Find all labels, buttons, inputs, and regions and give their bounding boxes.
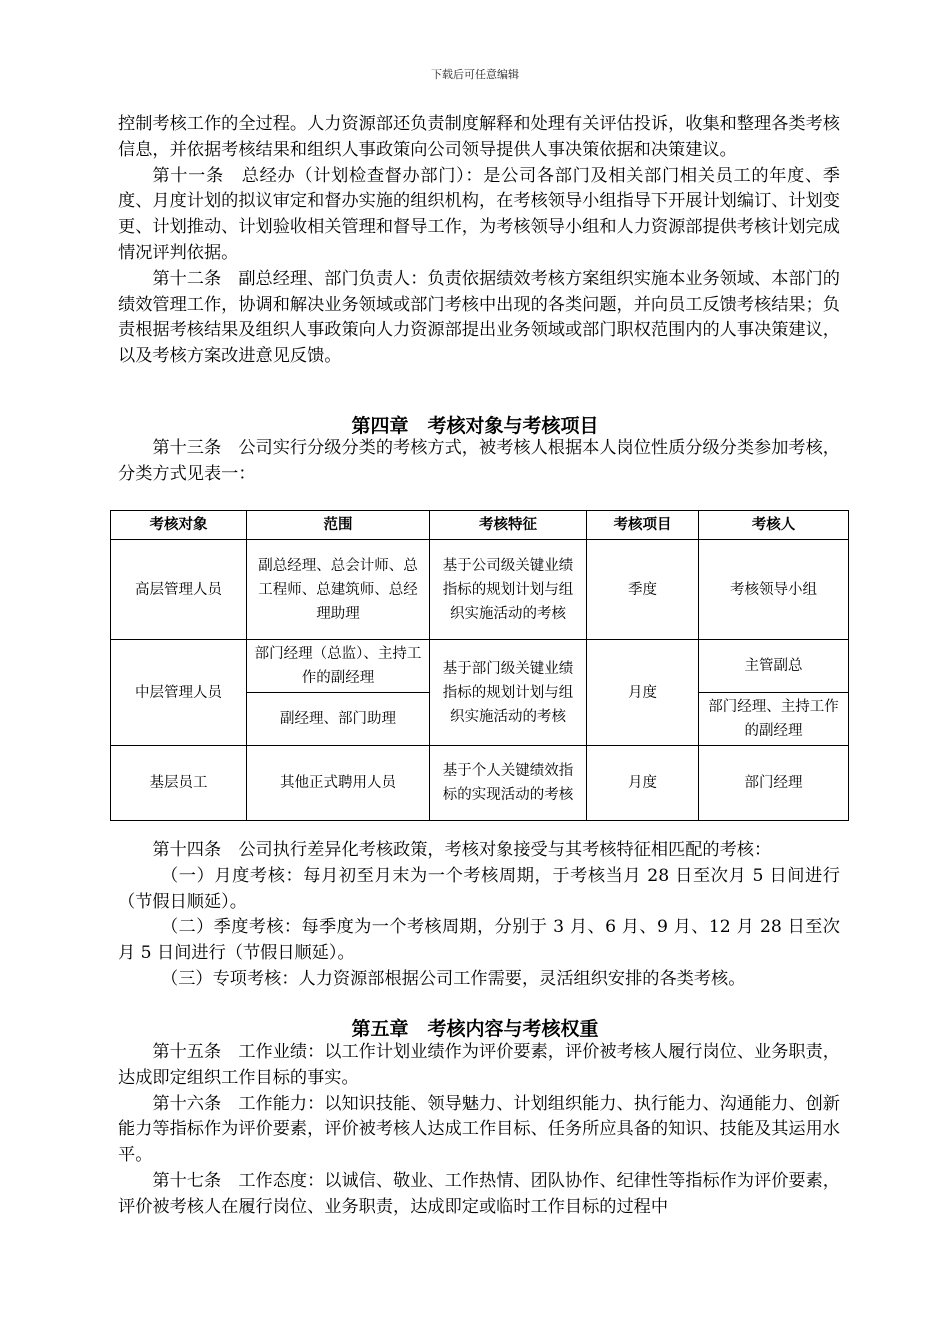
article-16: 第十六条 工作能力：以知识技能、领导魅力、计划组织能力、执行能力、沟通能力、创新能力等指标作为评价要素，评价被考核人达成工作目标、任务所应具备的知识、技能及其运用水平。	[118, 1093, 840, 1166]
article-11: 第十一条 总经办（计划检查督办部门）：是公司各部门及相关部门相关员工的年度、季度、月度计划的拟议审定和督办实施的组织机构，在考核领导小组指导下开展计划编订、计划变更、计划推动、计划验收相关管理和督导工作，为考核领导小组和人力资源部提供考核计划完成情况评判依据。	[118, 165, 840, 263]
cell-feature: 基于个人关键绩效指标的实现活动的考核	[430, 746, 587, 821]
cell-object: 中层管理人员	[111, 640, 247, 746]
cell-scope: 其他正式聘用人员	[247, 746, 430, 821]
article-17: 第十七条 工作态度：以诚信、敬业、工作热情、团队协作、纪律性等指标作为评价要素，评价被考核人在履行岗位、业务职责，达成即定或临时工作目标的过程中	[118, 1170, 840, 1217]
table-row	[111, 540, 849, 640]
cell-scope: 副总经理、总会计师、总工程师、总建筑师、总经理助理	[247, 540, 430, 640]
cell-scope: 部门经理（总监）、主持工作的副经理	[247, 640, 430, 693]
header-assessor: 考核人	[699, 511, 849, 540]
paragraph-continuation: 控制考核工作的全过程。人力资源部还负责制度解释和处理有关评估投诉，收集和整理各类考核信息，并依据考核结果和组织人事政策向公司领导提供人事决策依据和决策建议。	[118, 114, 840, 160]
cell-item: 季度	[587, 540, 699, 640]
cell-item: 月度	[587, 746, 699, 821]
assessment-classification-table	[110, 510, 849, 821]
cell-feature: 基于公司级关键业绩指标的规划计划与组织实施活动的考核	[430, 540, 587, 640]
cell-assessor: 考核领导小组	[699, 540, 849, 640]
article-12: 第十二条 副总经理、部门负责人：负责依据绩效考核方案组织实施本业务领域、本部门的绩效管理工作，协调和解决业务领域或部门考核中出现的各类问题，并向员工反馈考核结果；负责根据考核结果及组织人事政策向人力资源部提出业务领域或部门职权范围内的人事决策建议，以及考核方案改进意见反馈。	[118, 268, 840, 367]
chapter-5-text-block	[118, 1040, 840, 1221]
article-14: 第十四条 公司执行差异化考核政策，考核对象接受与其考核特征相匹配的考核：	[152, 840, 772, 860]
cell-feature: 基于部门级关键业绩指标的规划计划与组织实施活动的考核	[430, 640, 587, 746]
clause-special: （三）专项考核：人力资源部根据公司工作需要，灵活组织安排的各类考核。	[161, 968, 746, 989]
mid-text-block	[118, 838, 840, 993]
cell-object: 高层管理人员	[111, 540, 247, 640]
chapter-5-title: 第五章 考核内容与考核权重	[351, 1018, 599, 1040]
chapter-4-title: 第四章 考核对象与考核项目	[351, 415, 599, 437]
cell-assessor: 部门经理、主持工作的副经理	[699, 693, 849, 746]
article-15: 第十五条 工作业绩：以工作计划业绩作为评价要素，评价被考核人履行岗位、业务职责，达成即定组织工作目标的事实。	[118, 1042, 840, 1088]
page-header: 下载后可任意编辑	[431, 68, 519, 81]
chapter-4-intro-block	[118, 436, 840, 488]
header-scope: 范围	[247, 511, 430, 540]
header-feature: 考核特征	[430, 511, 587, 540]
cell-scope: 副经理、部门助理	[247, 693, 430, 746]
cell-assessor: 部门经理	[699, 746, 849, 821]
cell-item: 月度	[587, 640, 699, 746]
header-item: 考核项目	[587, 511, 699, 540]
clause-quarterly: （二）季度考核：每季度为一个考核周期，分别于 3 月、6 月、9 月、12 月 28 日至次月 5 日间进行（节假日顺延）。	[118, 917, 840, 964]
table-header-row	[111, 511, 849, 540]
cell-assessor: 主管副总	[699, 640, 849, 693]
table-row	[111, 640, 849, 693]
top-text-block	[118, 112, 840, 370]
header-object: 考核对象	[111, 511, 247, 540]
table-row	[111, 746, 849, 821]
cell-object: 基层员工	[111, 746, 247, 821]
clause-monthly: （一）月度考核：每月初至月末为一个考核周期，于考核当月 28 日至次月 5 日间进行（节假日顺延）。	[118, 865, 840, 912]
article-13: 第十三条 公司实行分级分类的考核方式，被考核人根据本人岗位性质分级分类参加考核，分类方式见表一：	[118, 438, 840, 484]
